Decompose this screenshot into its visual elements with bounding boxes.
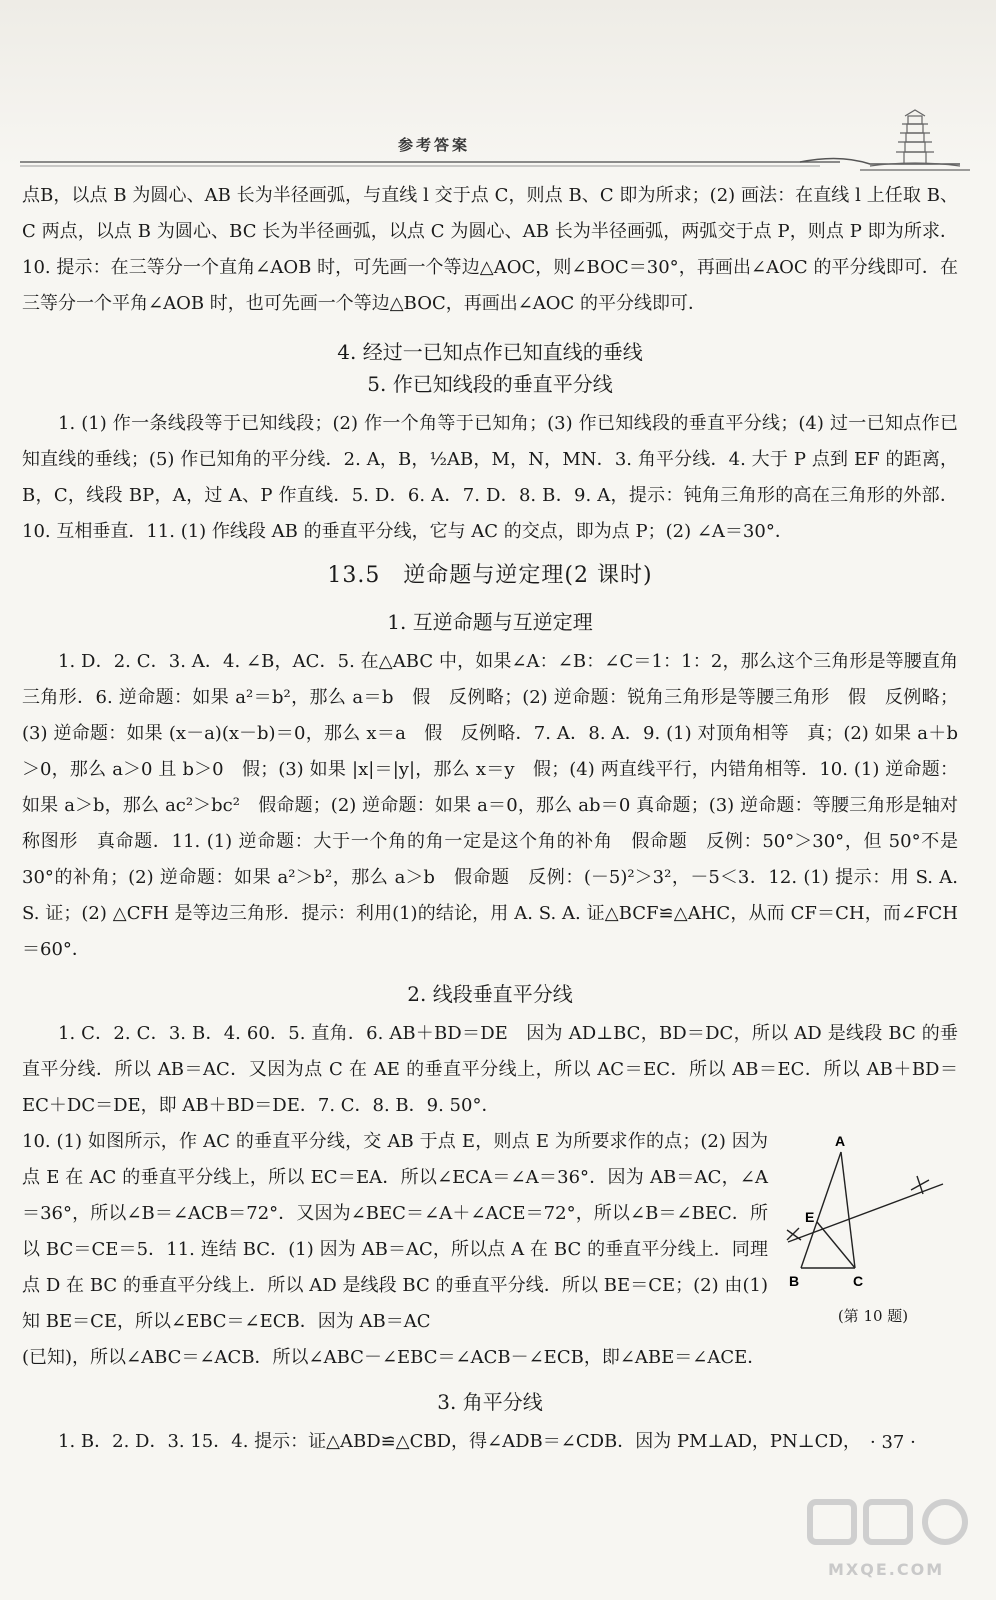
subheading: 2. 线段垂直平分线 (407, 982, 573, 1006)
answer-content (22, 178, 958, 1460)
label-a: A (835, 1133, 846, 1149)
subheading: 5. 作已知线段的垂直平分线 (367, 372, 613, 396)
label-e: E (805, 1209, 815, 1225)
pagoda-icon (860, 108, 970, 178)
label-b: B (789, 1273, 800, 1289)
figure-10 (783, 1130, 958, 1330)
figure-caption: (第 10 题) (837, 1307, 909, 1325)
watermark-text: MXQE.COM (828, 1560, 945, 1579)
paragraph: (已知)，所以∠ABC＝∠ACB．所以∠ABC－∠EBC＝∠ACB－∠ECB，即∠ABE＝∠ACE． (22, 1347, 766, 1368)
paragraph: 点B，以点 B 为圆心、AB 长为半径画弧，与直线 l 交于点 C，则点 B、C 即为所求；(2) 画法：在直线 l 上任取 B、C 两点，以点 B 为圆心、BC 长为半径画弧，以点 C 为圆心、AB 长为半径画弧，两弧交于点 P，则点 P 即为所求．10. 提示：在三等分一个直角∠AOB 时，可先画一个等边△AOC，则∠BOC＝30°，再画出∠AOC 的平分线即可．在三等分一个平角∠AOB 时，也可先画一个等边△BOC，再画出∠AOC 的平分线即可． (22, 185, 958, 314)
arc-mark-right (911, 1176, 929, 1194)
page-number: · 37 · (870, 1432, 916, 1453)
paragraph: 1. (1) 作一条线段等于已知线段；(2) 作一个角等于已知角；(3) 作已知线段的垂直平分线；(4) 过一已知点作已知直线的垂线；(5) 作已知角的平分线．2. A，B，½AB，M，N，MN．3. 角平分线．4. 大于 P 点到 EF 的距离，B，C，线段 BP，A，过 A、P 作直线．5. D．6. A．7. D．8. B．9. A，提示：钝角三角形的高在三角形的外部．10. 互相垂直．11. (1) 作线段 AB 的垂直平分线，它与 AC 的交点，即为点 P；(2) ∠A＝30°． (22, 413, 958, 542)
subheading: 1. 互逆命题与互逆定理 (387, 610, 593, 634)
subheading: 3. 角平分线 (437, 1390, 543, 1414)
header-band (0, 0, 996, 170)
section-heading: 13.5 逆命题与逆定理(2 课时) (327, 563, 653, 588)
header-rule (20, 150, 960, 174)
arc-mark-left (787, 1228, 801, 1240)
segment-ac (841, 1152, 855, 1268)
subheading: 4. 经过一已知点作已知直线的垂线 (337, 340, 643, 364)
paragraph: 1. C．2. C．3. B．4. 60．5. 直角．6. AB＋BD＝DE 因为 AD⊥BC，BD＝DC，所以 AD 是线段 BC 的垂直平分线．所以 AB＝AC．又因为点 C 在 AE 的垂直平分线上，所以 AC＝EC．所以 AB＝EC．所以 AB＋BD＝EC＋DC＝DE，即 AB＋BD＝DE．7. C．8. B．9. 50°． (22, 1023, 958, 1116)
paragraph: 10. (1) 如图所示，作 AC 的垂直平分线，交 AB 于点 E，则点 E 为所要求作的点；(2) 因为点 E 在 AC 的垂直平分线上，所以 EC＝EA．所以∠ECA＝∠A＝36°．因为 AB＝AC，∠A＝36°，所以∠B＝∠ACB＝72°．又因为∠BEC＝∠A＋∠ACE＝72°，所以∠B＝∠BEC．所以 BC＝CE＝5．11. 连结 BC．(1) 因为 AB＝AC，所以点 A 在 BC 的垂直平分线上．同理点 D 在 BC 的垂直平分线上．所以 AD 是线段 BC 的垂直平分线．所以 BE＝CE；(2) 由(1) 知 BE＝CE，所以∠EBC＝∠ECB．因为 AB＝AC (22, 1131, 768, 1332)
question-10-block (22, 1124, 958, 1340)
triangle-diagram (783, 1130, 958, 1300)
header-title: 参考答案 (398, 136, 471, 154)
paragraph: 1. D．2. C．3. A．4. ∠B，AC．5. 在△ABC 中，如果∠A：∠B：∠C＝1：1：2，那么这个三角形是等腰直角三角形．6. 逆命题：如果 a²＝b²，那么 a＝b 假 反例略；(2) 逆命题：锐角三角形是等腰三角形 假 反例略；(3) 逆命题：如果 (x－a)(x－b)＝0，那么 x＝a 假 反例略．7. A．8. A．9. (1) 对顶角相等 真；(2) 如果 a＋b＞0，那么 a＞0 且 b＞0 假；(3) 如果 |x|＝|y|，那么 x＝y 假；(4) 两直线平行，内错角相等．10. (1) 逆命题：如果 a＞b，那么 ac²＞bc² 假命题；(2) 逆命题：如果 a＝0，那么 ab＝0 真命题；(3) 逆命题：等腰三角形是轴对称图形 真命题．11. (1) 逆命题：大于一个角的角一定是这个角的补角 假命题 反例：50°＞30°，但 50°不是 30°的补角；(2) 逆命题：如果 a²＞b²，那么 a＞b 假命题 反例：(－5)²＞3²，－5＜3．12. (1) 提示：用 S. A. S. 证；(2) △CFH 是等边三角形．提示：利用(1)的结论，用 A. S. A. 证△BCF≌△AHC，从而 CF＝CH，而∠FCH＝60°． (22, 651, 958, 960)
paragraph: 1. B．2. D．3. 15．4. 提示：证△ABD≌△CBD，得∠ADB＝∠CDB．因为 PM⊥AD，PN⊥CD， (58, 1431, 861, 1452)
label-c: C (853, 1273, 864, 1289)
